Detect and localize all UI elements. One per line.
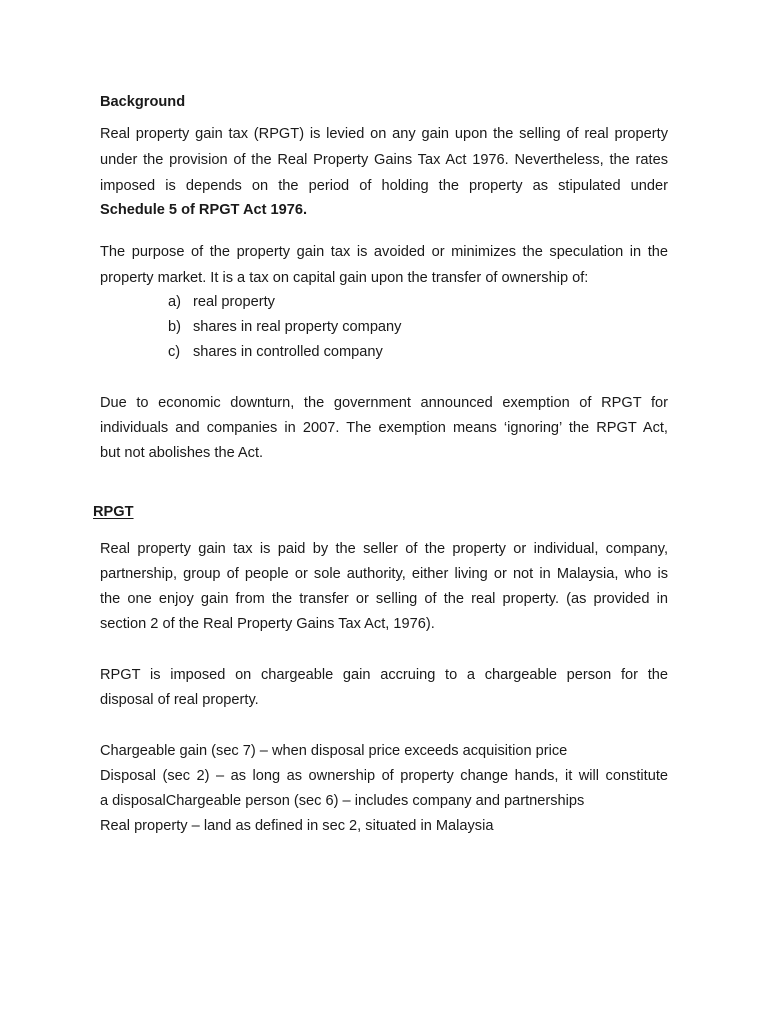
background-paragraph-3-line-1: Due to economic downturn, the government announced exemption of RPGT for — [100, 395, 668, 411]
rpgt-paragraph-1-line-4: section 2 of the Real Property Gains Tax Act, 1976). — [100, 616, 435, 632]
background-paragraph-1-line-3: imposed is depends on the period of holding the property as stipulated under — [100, 178, 668, 194]
list-marker: a) — [168, 294, 181, 310]
background-paragraph-2-line-2: property market. It is a tax on capital gain upon the transfer of ownership of: — [100, 270, 589, 286]
list-marker: b) — [168, 319, 181, 335]
list-item-text: shares in controlled company — [193, 344, 383, 360]
background-paragraph-1-line-1: Real property gain tax (RPGT) is levied on any gain upon the selling of real property — [100, 126, 668, 142]
definition-line: Disposal (sec 2) – as long as ownership of property change hands, it will constitute — [100, 768, 668, 784]
list-item-text: real property — [193, 294, 275, 310]
definition-line: a disposalChargeable person (sec 6) – includes company and partnerships — [100, 793, 585, 809]
background-paragraph-1-line-4: Schedule 5 of RPGT Act 1976. — [100, 202, 308, 218]
background-paragraph-2-line-1: The purpose of the property gain tax is avoided or minimizes the speculation in the — [100, 244, 668, 260]
definition-line: Chargeable gain (sec 7) – when disposal price exceeds acquisition price — [100, 743, 568, 759]
background-heading: Background — [100, 94, 186, 110]
background-paragraph-3-line-3: but not abolishes the Act. — [100, 445, 264, 461]
background-paragraph-1-line-2: under the provision of the Real Property Gains Tax Act 1976. Nevertheless, the rates — [100, 152, 668, 168]
rpgt-paragraph-2-line-1: RPGT is imposed on chargeable gain accruing to a chargeable person for the — [100, 667, 668, 683]
list-marker: c) — [168, 344, 181, 360]
list-item-text: shares in real property company — [193, 319, 402, 335]
rpgt-heading: RPGT — [93, 504, 134, 520]
background-paragraph-3-line-2: individuals and companies in 2007. The exemption means ‘ignoring’ the RPGT Act, — [100, 420, 668, 436]
rpgt-paragraph-1-line-3: the one enjoy gain from the transfer or selling of the real property. (as provided in — [100, 591, 668, 607]
rpgt-paragraph-1-line-1: Real property gain tax is paid by the seller of the property or individual, company, — [100, 541, 668, 557]
definition-line: Real property – land as defined in sec 2, situated in Malaysia — [100, 818, 494, 834]
rpgt-paragraph-1-line-2: partnership, group of people or sole authority, either living or not in Malaysia, who is — [100, 566, 668, 582]
rpgt-paragraph-2-line-2: disposal of real property. — [100, 692, 259, 708]
